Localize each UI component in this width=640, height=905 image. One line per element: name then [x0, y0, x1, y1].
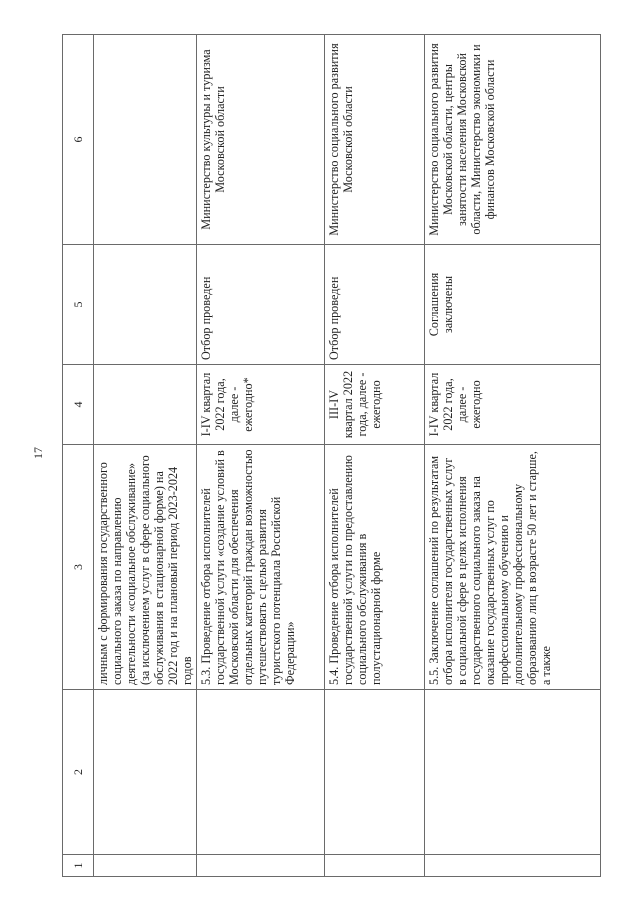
cell-empty	[197, 690, 325, 855]
plan-table	[62, 34, 601, 877]
cell-empty	[94, 690, 197, 855]
cell-empty	[94, 855, 197, 877]
header-col-2: 2	[63, 690, 94, 855]
cell-empty	[325, 855, 425, 877]
table-container	[62, 35, 600, 877]
header-col-1: 1	[63, 855, 94, 877]
cell-measure: 5.3. Проведение отбора исполнителей государственной услуги «создание условий в Московской области для обеспечения отдельных категорий граждан возможностью путешествовать с целью развития туристского потенциала Российской Федерации»	[197, 445, 325, 690]
header-row	[63, 35, 94, 877]
table-row	[94, 35, 197, 877]
table-row	[325, 35, 425, 877]
cell-measure: 5.5. Заключение соглашений по результатам отбора исполнителя государственных услуг в социальной сфере в целях исполнения государственного социального заказа на оказание государственных услуг по профессиональному обучению и дополнительному профессиональному образованию лиц в возрасте 50 лет и старше, а также	[425, 445, 601, 690]
cell-responsible: Министерство социального развития Московской области, центры занятости населения Московской области, Министерство экономики и финансов Московской области	[425, 35, 601, 245]
cell-empty	[425, 855, 601, 877]
cell-deadline: I-IV квартал 2022 года, далее - ежегодно	[425, 365, 601, 445]
cell-result: Соглашения заключены	[425, 245, 601, 365]
cell-responsible	[94, 35, 197, 245]
page-number: 17	[31, 447, 45, 459]
header-col-3: 3	[63, 445, 94, 690]
cell-deadline: III-IV квартал 2022 года, далее - ежегодно	[325, 365, 425, 445]
rotated-page	[62, 35, 600, 877]
table-row	[197, 35, 325, 877]
cell-result: Отбор проведен	[197, 245, 325, 365]
table-row	[425, 35, 601, 877]
cell-deadline: I-IV квартал 2022 года, далее - ежегодно*	[197, 365, 325, 445]
cell-measure: 5.4. Проведение отбора исполнителей государственной услуги по предоставлению социального обслуживания в полустационарной форме	[325, 445, 425, 690]
cell-empty	[425, 690, 601, 855]
cell-empty	[325, 690, 425, 855]
cell-result	[94, 245, 197, 365]
cell-measure: личным с формирования государственного социального заказа по направлению деятельности «социальное обслуживание» (за исключением услуг в сфере социального обслуживания в стационарной форме) на 2022 год и на плановый период 2023-2024 годов	[94, 445, 197, 690]
cell-responsible: Министерство культуры и туризма Московской области	[197, 35, 325, 245]
cell-empty	[197, 855, 325, 877]
header-col-4: 4	[63, 365, 94, 445]
header-col-6: 6	[63, 35, 94, 245]
cell-responsible: Министерство социального развития Московской области	[325, 35, 425, 245]
header-col-5: 5	[63, 245, 94, 365]
cell-result: Отбор проведен	[325, 245, 425, 365]
cell-deadline	[94, 365, 197, 445]
